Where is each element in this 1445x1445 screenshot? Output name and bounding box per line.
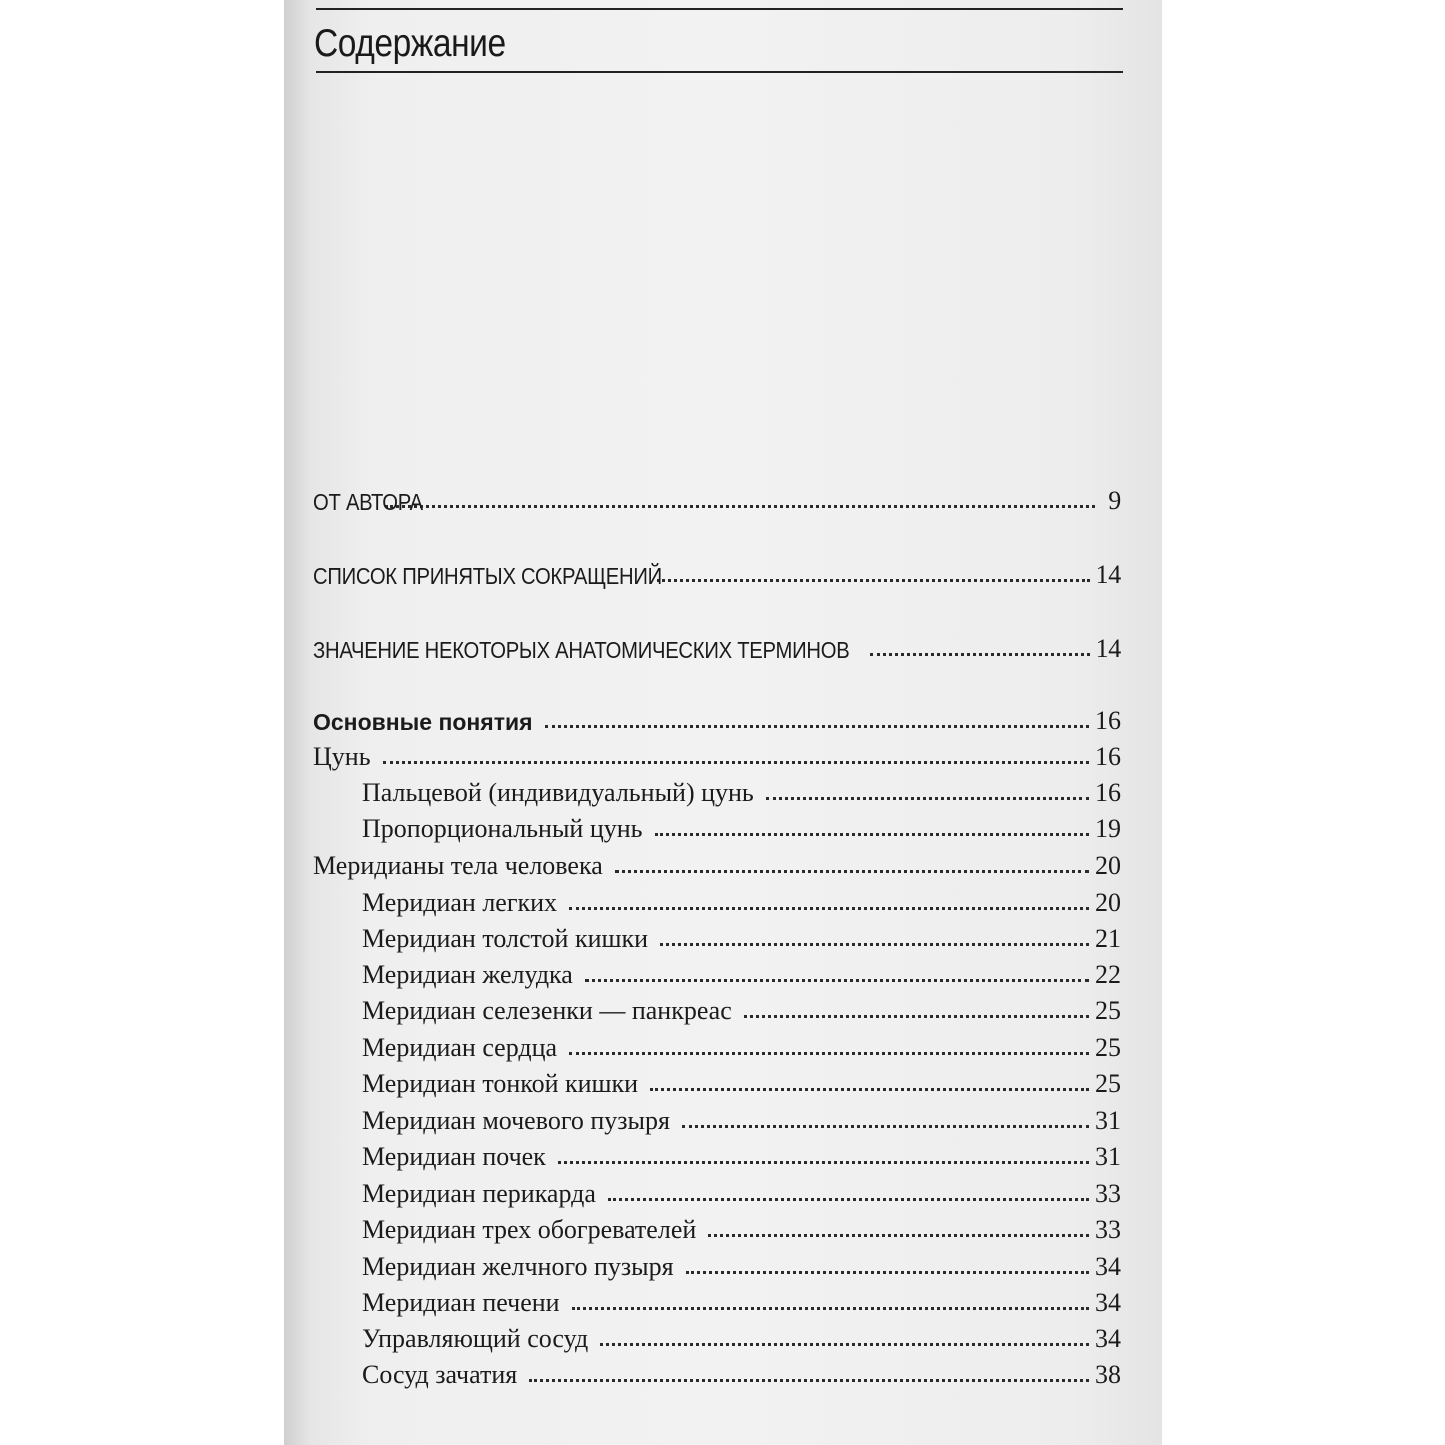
toc-entry-page: 34 xyxy=(1095,1288,1121,1317)
toc-entry-label: ОТ АВТОРА xyxy=(313,489,423,515)
toc-entry-page: 9 xyxy=(1108,486,1121,515)
toc-entry-page: 25 xyxy=(1095,1069,1121,1098)
toc-entry-label: Меридиан селезенки — панкреас xyxy=(362,996,732,1025)
toc-entry-label: Меридиан сердца xyxy=(362,1033,558,1062)
toc-entry-label: Основные понятия xyxy=(313,709,533,735)
toc-entry-abbreviations xyxy=(313,554,1121,590)
leader-dots xyxy=(686,1271,1089,1274)
toc-entry-page: 38 xyxy=(1095,1360,1121,1389)
toc-entry-meridian-stomach xyxy=(362,954,1121,990)
toc-entry-page: 34 xyxy=(1095,1252,1121,1281)
toc-entry-label: Меридиан почек xyxy=(362,1142,546,1171)
toc-entry-meridian-spleen xyxy=(362,990,1121,1026)
toc-entry-label: ЗНАЧЕНИЕ НЕКОТОРЫХ АНАТОМИЧЕСКИХ ТЕРМИНОВ xyxy=(313,637,850,663)
toc-entry-label: Цунь xyxy=(313,742,371,771)
toc-entry-meridian-bladder xyxy=(362,1100,1121,1136)
toc-entry-page: 14 xyxy=(1095,634,1121,663)
toc-entry-cun xyxy=(313,736,1121,772)
toc-entry-page: 19 xyxy=(1095,814,1121,843)
toc-entry-label: Пальцевой (индивидуальный) цунь xyxy=(362,778,754,807)
leader-dots xyxy=(870,653,1090,656)
toc-entry-page: 16 xyxy=(1095,706,1121,735)
toc-entry-label: Меридиан легких xyxy=(362,888,558,917)
toc-entry-page: 25 xyxy=(1095,996,1121,1025)
leader-dots xyxy=(585,979,1089,982)
leader-dots xyxy=(608,1198,1089,1201)
toc-entry-page: 16 xyxy=(1095,778,1121,807)
leader-dots xyxy=(558,1161,1089,1164)
toc-entry-finger-cun xyxy=(362,772,1121,808)
toc-entry-label: Меридиан толстой кишки xyxy=(362,924,649,953)
page-title: Содержание xyxy=(314,22,506,65)
toc-entry-page: 31 xyxy=(1095,1142,1121,1171)
leader-dots xyxy=(682,1125,1089,1128)
toc-entry-page: 25 xyxy=(1095,1033,1121,1062)
toc-entry-label: Сосуд зачатия xyxy=(362,1360,518,1389)
leader-dots xyxy=(545,725,1089,728)
toc-entry-meridian-liver xyxy=(362,1282,1121,1318)
toc-entry-meridian-triple-heater xyxy=(362,1209,1121,1245)
leader-dots xyxy=(615,870,1089,873)
toc-entry-meridian-kidneys xyxy=(362,1136,1121,1172)
leader-dots xyxy=(569,1052,1089,1055)
leader-dots xyxy=(650,1088,1089,1091)
toc-entry-page: 20 xyxy=(1095,851,1121,880)
toc-entry-meridian-small-intestine xyxy=(362,1063,1121,1099)
toc-entry-page: 20 xyxy=(1095,888,1121,917)
toc-entry-page: 31 xyxy=(1095,1106,1121,1135)
leader-dots xyxy=(660,943,1089,946)
toc-entry-meridian-lungs xyxy=(362,882,1121,918)
leader-dots xyxy=(655,833,1089,836)
toc-entry-meridian-heart xyxy=(362,1027,1121,1063)
toc-entry-page: 22 xyxy=(1095,960,1121,989)
leader-dots xyxy=(766,797,1089,800)
toc-entry-label: СПИСОК ПРИНЯТЫХ СОКРАЩЕНИЙ xyxy=(313,563,662,589)
toc-entry-label: Меридиан трех обогревателей xyxy=(362,1215,697,1244)
toc-entry-meridian-pericardium xyxy=(362,1173,1121,1209)
leader-dots xyxy=(383,761,1089,764)
toc-entry-meridians xyxy=(313,845,1121,881)
leader-dots xyxy=(708,1234,1089,1237)
toc-entry-label: Меридиан перикарда xyxy=(362,1179,596,1208)
leader-dots xyxy=(657,579,1090,582)
toc-entry-basic-concepts xyxy=(313,700,1121,736)
toc-entry-label: Меридиан тонкой кишки xyxy=(362,1069,639,1098)
leader-dots xyxy=(600,1343,1089,1346)
leader-dots xyxy=(744,1015,1089,1018)
toc-entry-proportional-cun xyxy=(362,808,1121,844)
toc-entry-ot-avtora xyxy=(313,480,1121,516)
toc-entry-label: Меридиан печени xyxy=(362,1288,560,1317)
toc-entry-page: 33 xyxy=(1095,1215,1121,1244)
leader-dots xyxy=(385,505,1095,508)
toc-entry-page: 21 xyxy=(1095,924,1121,953)
toc-entry-label: Меридиан желчного пузыря xyxy=(362,1252,674,1281)
toc-entry-page: 33 xyxy=(1095,1179,1121,1208)
toc-entry-label: Меридиан желудка xyxy=(362,960,573,989)
toc-entry-label: Меридиан мочевого пузыря xyxy=(362,1106,670,1135)
toc-entry-page: 16 xyxy=(1095,742,1121,771)
toc-entry-page: 14 xyxy=(1095,560,1121,589)
toc-entry-label: Пропорциональный цунь xyxy=(362,814,643,843)
toc-entry-meridian-gallbladder xyxy=(362,1246,1121,1282)
toc-entry-governing-vessel xyxy=(362,1318,1121,1354)
leader-dots xyxy=(529,1379,1089,1382)
toc-entry-meridian-large-intestine xyxy=(362,918,1121,954)
toc-entry-anatomical-terms xyxy=(313,628,1121,664)
leader-dots xyxy=(569,907,1089,910)
toc-entry-label: Меридианы тела человека xyxy=(313,851,603,880)
toc-entry-conception-vessel xyxy=(362,1354,1121,1390)
toc-entry-page: 34 xyxy=(1095,1324,1121,1353)
toc-entry-label: Управляющий сосуд xyxy=(362,1324,589,1353)
leader-dots xyxy=(572,1307,1089,1310)
